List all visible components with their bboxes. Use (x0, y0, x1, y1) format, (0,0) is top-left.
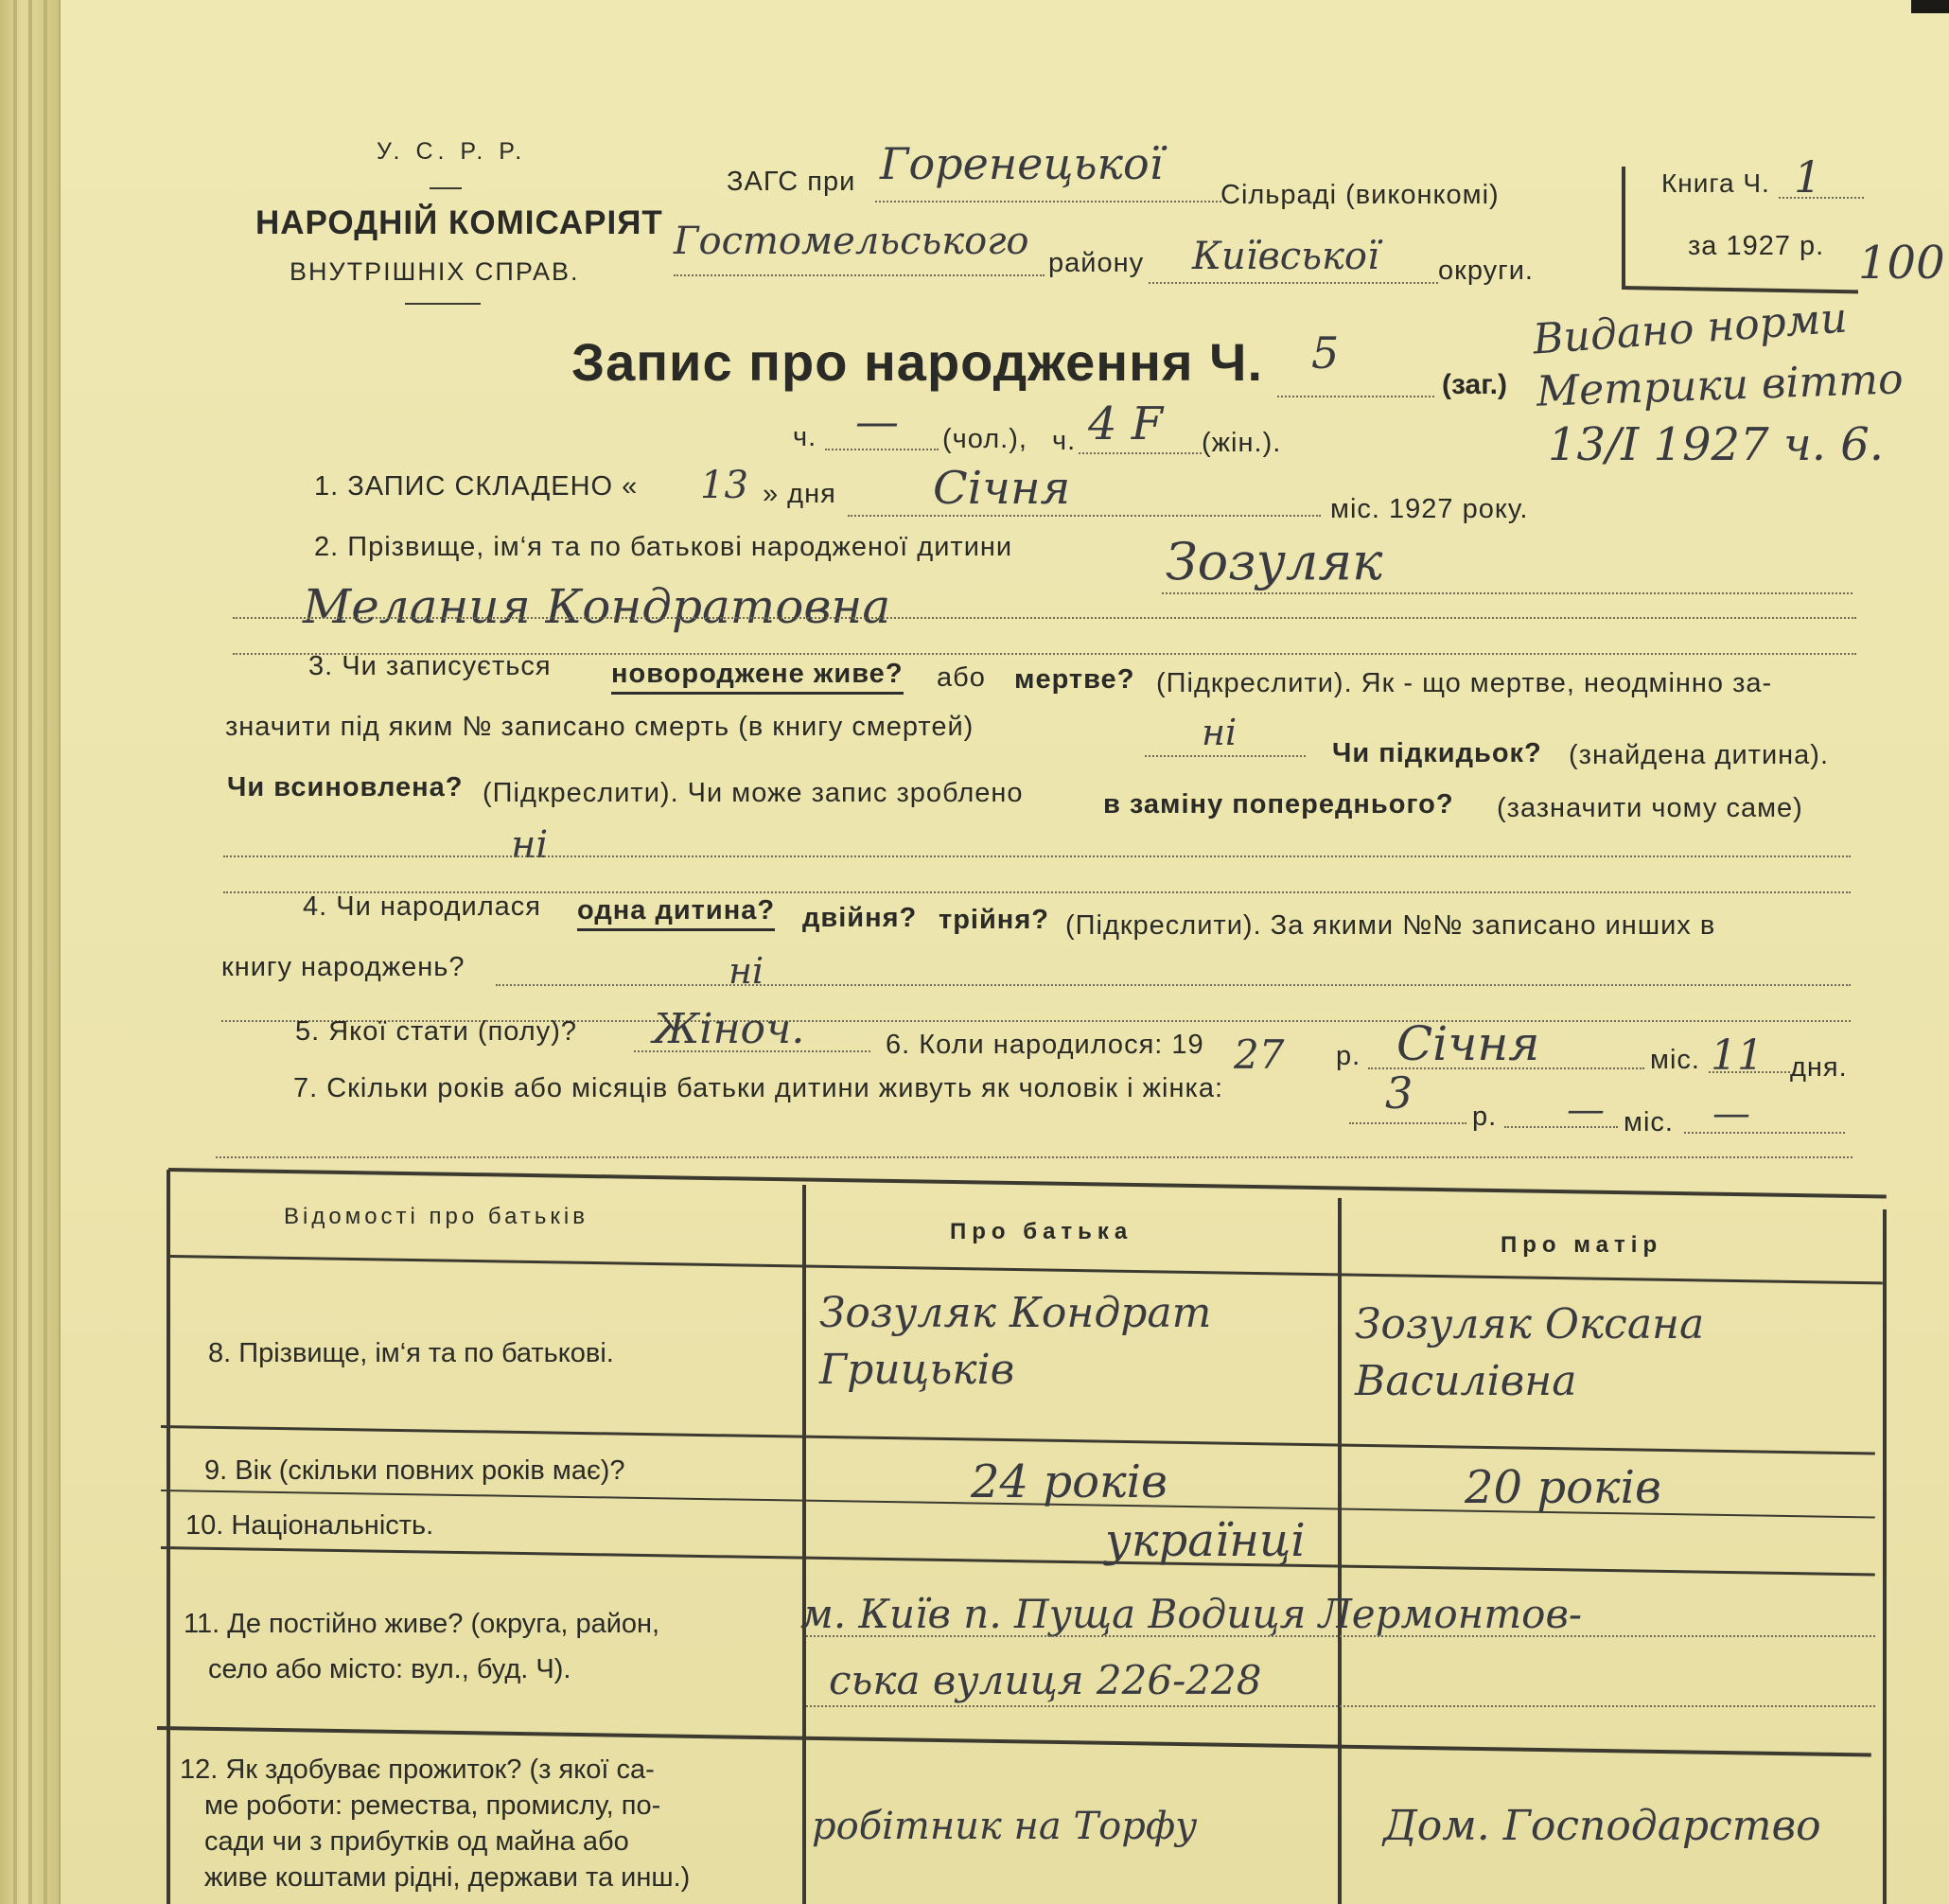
side-note-line2: Метрики вітто (1536, 355, 1905, 416)
side-note-line1: Видано норми (1531, 293, 1850, 364)
table-border-right (1883, 1209, 1887, 1904)
table-border-left (167, 1170, 170, 1904)
item5-sex-handwritten: Жіноч. (653, 1005, 805, 1053)
item4-text-c: книгу народжень? (221, 952, 465, 982)
fill-line (875, 201, 1221, 203)
dark-corner (1911, 0, 1949, 13)
fill-line (1162, 592, 1852, 594)
fill-line (848, 515, 1321, 517)
item6-month-handwritten: Січня (1396, 1016, 1540, 1071)
page-edge (28, 0, 32, 1904)
item3-alive: новороджене живе? (611, 659, 904, 695)
fill-line (825, 449, 939, 450)
row12-label-line2: ме роботи: ремества, промислу, по- (204, 1790, 661, 1821)
fill-line (1277, 396, 1434, 397)
item4-twins: двійня? (802, 903, 918, 933)
row9-label: 9. Вік (скільки повних років має)? (204, 1455, 625, 1486)
book-extra-handwritten: 100 (1858, 237, 1945, 290)
row11-address-line2-handwritten: ська вулиця 226-228 (829, 1657, 1262, 1703)
table-column-divider (1338, 1198, 1342, 1904)
item3-text-c: значити під яким № записано смерть (в книгу смертей) (225, 712, 974, 742)
item7-end-handwritten: — (1712, 1092, 1750, 1136)
zags-suffix: Сільраді (виконкомі) (1220, 180, 1500, 210)
item4-triplets: трійня? (939, 905, 1049, 935)
item3-text-d: (Підкреслити). Чи може запис зроблено (483, 778, 1024, 808)
item3-or: або (937, 662, 986, 693)
male-prefix: ч. (793, 422, 817, 452)
item3-replace-handwritten: ні (511, 823, 549, 867)
table-border-top (168, 1168, 1887, 1199)
item3-dead: мертве? (1014, 664, 1135, 695)
fill-line (216, 1156, 1852, 1158)
item2-name-handwritten: Мелания Кондратовна (303, 579, 891, 634)
item7-label: 7. Скільки років або місяців батьки дитини живуть як чоловік і жінка: (293, 1073, 1224, 1103)
item2-label: 2. Прізвище, ім‘я та по батькові народженої дитини (314, 532, 1013, 562)
fill-line (233, 617, 1856, 619)
row12-mother-handwritten: Дом. Господарство (1383, 1802, 1821, 1850)
item7-r: р. (1472, 1102, 1498, 1132)
item4-text-b: (Підкреслити). За якими №№ записано инших в (1065, 910, 1716, 941)
item3-replace: в заміну попереднього? (1103, 789, 1454, 820)
record-number-handwritten: 5 (1311, 327, 1340, 379)
row10-label: 10. Національність. (185, 1510, 434, 1541)
table-row-separator (161, 1425, 1875, 1454)
item4-other-handwritten: ні (729, 950, 764, 992)
row11-label-line1: 11. Де постійно живе? (округа, район, (184, 1609, 660, 1639)
page-edge (13, 0, 17, 1904)
row10-nationality-handwritten: українці (1105, 1514, 1306, 1567)
fill-line (496, 984, 1851, 986)
item3-text-e: (зазначити чому саме) (1497, 793, 1803, 823)
item6-mis: міс. (1650, 1045, 1700, 1075)
fill-line (806, 1705, 1875, 1707)
district-handwritten: Гостомельського (674, 220, 1029, 263)
female-suffix: (жін.). (1202, 428, 1282, 458)
row8-mother-handwritten: Зозуляк Оксана Василівна (1355, 1300, 1705, 1405)
commissariat-title: НАРОДНІЙ КОМІСАРІЯТ (255, 204, 663, 241)
table-row-separator (161, 1546, 1875, 1576)
male-count-handwritten: — (855, 396, 899, 447)
item7-months-handwritten: — (1567, 1088, 1605, 1132)
book-box-border (1622, 167, 1625, 288)
row12-label-line1: 12. Як здобуває прожиток? (з якої са- (180, 1754, 655, 1785)
row9-mother-handwritten: 20 років (1465, 1461, 1661, 1514)
row8-father-handwritten: Зозуляк Кондрат Грицьків (819, 1289, 1212, 1394)
item1-end: міс. 1927 року. (1330, 494, 1529, 524)
fill-line (1349, 1122, 1466, 1124)
item1-label: 1. ЗАПИС СКЛАДЕНО « (314, 471, 639, 502)
item3-label: 3. Чи записується (308, 651, 552, 681)
okrug-label: округи. (1438, 256, 1534, 286)
item6-dnia: дня. (1790, 1052, 1848, 1083)
row9-father-handwritten: 24 років (971, 1455, 1168, 1508)
item4-one-child: одна дитина? (577, 895, 775, 931)
item1-mid: » дня (763, 479, 836, 509)
item3-death-handwritten: ні (1202, 712, 1238, 753)
row12-label-line3: сади чи з прибутків од майна або (204, 1826, 629, 1857)
fill-line (1079, 452, 1202, 454)
item3-adopted: Чи всиновлена? (227, 772, 464, 802)
fill-line (223, 855, 1851, 857)
row8-label: 8. Прізвище, ім‘я та по батькові. (208, 1338, 614, 1368)
item7-mis: міс. (1624, 1107, 1674, 1137)
column-header-father: Про батька (950, 1219, 1133, 1244)
book-box-border (1622, 286, 1858, 293)
row11-label-line2: село або місто: вул., буд. Ч). (208, 1654, 571, 1684)
item3-foundling: Чи підкидьок? (1332, 738, 1542, 768)
fill-line (1504, 1126, 1618, 1128)
book-label: Книга Ч. (1661, 168, 1770, 198)
record-title: Запис про народження Ч. (571, 332, 1264, 392)
item6-r: р. (1336, 1041, 1361, 1071)
republic-label: У. С. Р. Р. (377, 138, 527, 165)
fill-line (1145, 755, 1306, 757)
row12-father-handwritten: робітник на Торфу (812, 1805, 1198, 1848)
column-header-parents: Відомості про батьків (284, 1204, 588, 1229)
female-count-handwritten: 4 F (1088, 397, 1164, 450)
item3-text-b: (Підкреслити). Як - що мертве, неодмінно за- (1156, 668, 1773, 698)
zag-label: (заг.) (1442, 369, 1508, 400)
fill-line (634, 1050, 870, 1052)
divider (405, 303, 481, 305)
item6-label: 6. Коли народилося: 19 (886, 1030, 1204, 1060)
zags-village-handwritten: Горенецької (880, 138, 1164, 189)
male-suffix: (чол.), (942, 424, 1027, 454)
item5-label: 5. Якої стати (полу)? (295, 1016, 577, 1047)
item2-surname-handwritten: Зозуляк (1166, 532, 1383, 591)
fill-line (1149, 282, 1438, 284)
book-year: за 1927 р. (1688, 231, 1825, 261)
item6-day-handwritten: 11 (1711, 1031, 1764, 1080)
fill-line (1684, 1132, 1845, 1134)
item1-day-handwritten: 13 (700, 464, 748, 507)
female-prefix: ч. (1052, 426, 1077, 456)
table-column-divider (802, 1185, 806, 1904)
row12-label-line4: живе коштами рідні, держави та инш.) (204, 1862, 691, 1893)
fill-line (1709, 1071, 1790, 1073)
row11-address-line1-handwritten: м. Київ п. Пуща Водиця Лермонтов- (800, 1591, 1583, 1637)
divider (430, 187, 462, 189)
fill-line (674, 274, 1045, 276)
fill-line (806, 1635, 1875, 1637)
district-label: району (1048, 248, 1145, 278)
okrug-handwritten: Київської (1192, 235, 1379, 278)
item4-label: 4. Чи народилася (303, 891, 541, 922)
book-number-handwritten: 1 (1794, 151, 1822, 203)
item1-month-handwritten: Січня (933, 462, 1071, 515)
page-edge (44, 0, 47, 1904)
zags-prefix: ЗАГС при (727, 167, 856, 197)
side-note-line3: 13/I 1927 ч. 6. (1548, 418, 1885, 471)
fill-line (1779, 197, 1864, 199)
commissariat-subtitle: ВНУТРІШНІХ СПРАВ. (290, 257, 580, 286)
item6-year-handwritten: 27 (1234, 1031, 1285, 1078)
item3-foundling-note: (знайдена дитина). (1569, 740, 1830, 770)
column-header-mother: Про матір (1501, 1232, 1663, 1258)
item7-years-handwritten: 3 (1385, 1067, 1413, 1119)
